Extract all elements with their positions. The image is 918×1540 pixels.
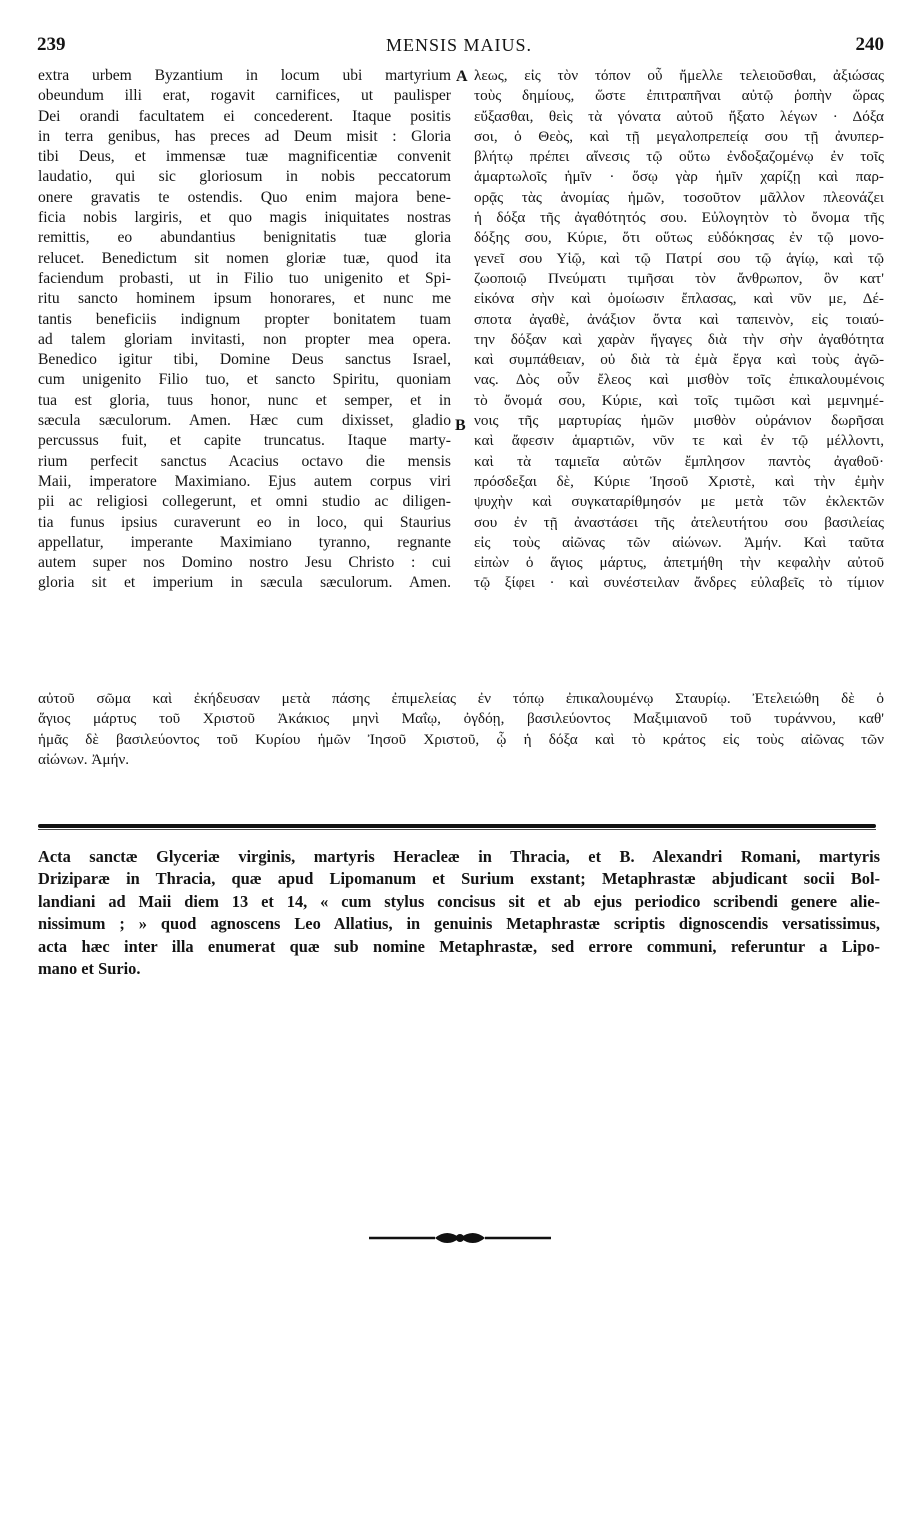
greek-text-line: σου ἐν τῇ ἀναστάσει τῆς ἀτελευτήτου σου βασιλείας [474,513,884,531]
end-ornament [365,1226,555,1250]
greek-text-line: καὶ τὰ ταμιεῖα αὐτῶν ἔμπλησον παντὸς ἀγαθοῦ· [474,452,884,470]
running-title: MENSIS MAIUS. [385,35,533,55]
latin-text-line: pii ac religiosi collegerunt, et omni studio ac diligen- [38,493,451,511]
latin-text-line: tua est gloria, tuus honor, nunc et semper, et in [38,391,451,409]
latin-text-line: Benedico igitur tibi, Domine Deus sanctus Israel, [38,351,451,369]
right-page-number: 240 [855,34,884,55]
latin-text-line: extra urbem Byzantium in locum ubi martyrium [38,67,451,84]
greek-column [474,66,884,594]
section-divider-hairline [38,829,876,830]
note-text-line: nissimum ; » quod agnoscens Leo Allatius, in genuinis Metaphrastæ scriptis dignoscendis versatissimus, [38,914,880,934]
latin-text-line: rium perfecit sanctus Acacius octavo die mensis [38,452,451,470]
greek-text-line: τῷ ξίφει · καὶ συνέστειλαν ἄνδρες εὐλαβεῖς τὸ τίμιον [474,574,884,592]
greek-fullwidth-line: ἅγιος μάρτυς τοῦ Χριστοῦ Ἀκάκιος μηνὶ Μαΐῳ, ὀγδόῃ, βασιλεύοντος Μαξιμιανοῦ τοῦ τυράννου, καθ' [38,710,884,728]
greek-text-line: εὔξασθαι, θεὶς τὰ γόνατα αὐτοῦ ἤξατο λέγων · Δόξα [474,107,884,125]
note-text-line: landiani ad Maii diem 13 et 14, « cum stylus concisus sit et ab ejus periodico scribendi genere alie- [38,891,880,911]
latin-text-line: ritu sancto hominem ipsum honorares, et nunc me [38,290,451,308]
section-marker-a: A [456,68,468,85]
note-text-line: acta hæc inter illa enumerat quæ sub nomine Metaphrastæ, sed errore communi, referuntur a Lipo- [38,936,880,956]
note-text-line: Acta sanctæ Glyceriæ virginis, martyris Heracleæ in Thracia, et B. Alexandri Romani, martyris [38,847,880,866]
greek-text-line: σποτα ἀγαθὲ, ἀνάξιον ὄντα καὶ ταπεινὸν, εἰς τοιαύ- [474,310,884,328]
greek-text-line: καὶ ἄφεσιν ἁμαρτιῶν, νῦν τε καὶ ἐν τῷ μέλλοντι, [474,432,884,450]
latin-text-line: autem super nos Domino nostro Jesu Christo : cui [38,554,451,572]
greek-text-line: σοι, ὁ Θεὸς, καὶ τῇ μεγαλοπρεπείᾳ σου τῇ ἀνυπερ- [474,127,884,145]
latin-text-line: gloria sit et imperium in sæcula sæculorum. Amen. [38,574,451,592]
latin-text-line: faciendum probasti, ut in Filio tuo unigenito et Spi- [38,269,451,287]
latin-text-line: remittis, eo abundantius benignitatis tuæ gloria [38,229,451,247]
latin-text-line: Maii, imperatore Maximiano. Ejus autem corpus viri [38,472,451,490]
greek-text-line: νας. Δὸς οὖν ἔλεος καὶ μισθὸν τοῖς ἐπικαλουμένοις [474,371,884,389]
greek-text-line: πρόσδεξαι δὲ, Κύριε Ἰησοῦ Χριστὲ, καὶ τὴν ἐμὴν [474,472,884,490]
latin-text-line: ad talem gloriam invitasti, non propter mea opera. [38,330,451,348]
greek-text-line: γενεῖ σου Υἱῷ, καὶ τῷ Πατρί σου τῷ ἁγίῳ, καὶ τῷ [474,249,884,267]
greek-text-line: λεως, εἰς τὸν τόπον οὗ ἤμελλε τελειοῦσθαι, ἀξιώσας [474,67,884,84]
latin-text-line: ficia nobis largiris, et quo magis iniquitates nostras [38,209,451,227]
editorial-note [38,846,880,980]
latin-text-line: in terra genibus, has preces ad Deum misit : Gloria [38,127,451,145]
latin-text-line: Dei orandi facultatem ei concederent. Itaque positis [38,107,451,125]
latin-text-line: percussus fuit, et capite truncatus. Itaque marty- [38,432,451,450]
greek-fullwidth-line: αἰώνων. Ἀμήν. [38,750,130,768]
greek-text-line: νοις τῆς μαρτυρίας ἡμῶν μισθὸν οὐράνιον δωρῆσαι [474,412,884,430]
left-page-number: 239 [37,34,66,55]
latin-text-line: relucet. Benedictum sit nomen gloriæ tuæ, quod ita [38,249,451,267]
greek-text-line: τὸ ὄνομά σου, Κύριε, καὶ τοῖς τιμῶσι καὶ μεμνημέ- [474,391,884,409]
latin-text-line: tia funus ipsius curaverunt eo in loco, qui Staurius [38,513,451,531]
note-text-line: Driziparæ in Thracia, quæ apud Lipomanum et Surium exstant; Metaphrastæ abjudicant socii Bol- [38,869,880,889]
latin-text-line: sæcula sæculorum. Amen. Hæc cum dixisset, gladio [38,412,451,430]
latin-text-line: tantis beneficiis indignum propter bonitatem tuam [38,310,451,328]
greek-fullwidth-line: ἡμᾶς δὲ βασιλεύοντος τοῦ Κυρίου ἡμῶν Ἰησοῦ Χριστοῦ, ᾧ ἡ δόξα καὶ τὸ κράτος εἰς τοὺς αἰῶνας τῶν [38,730,884,748]
greek-text-line: δόξης σου, Κύριε, ὅτι οὕτως εὐδόκησας ἐν τῷ μονο- [474,229,884,247]
greek-text-line: ἁμαρτωλοῖς ἡμῖν · ὅσῳ γὰρ ἡμῖν χαρίζῃ καὶ παρ- [474,168,884,186]
section-divider-rule [38,824,876,828]
greek-text-line: την δόξαν καὶ χαρὰν ἤγαγες διὰ τὴν σὴν ἀγαθότητα [474,330,884,348]
latin-text-line: cum unigenito Filio tuo, et sancto Spiritu, quoniam [38,371,451,389]
greek-text-line: ψυχὴν καὶ συγκαταρίθμησόν με μετὰ τῶν ἐκλεκτῶν [474,493,884,511]
note-text-line: mano et Surio. [38,958,141,978]
greek-text-line: καὶ συμπάθειαν, οὐ διὰ τὰ ἐμὰ ἔργα καὶ τοὺς ἀγῶ- [474,351,884,369]
latin-text-line: tibi Deus, et immensæ tuæ magnificentiæ convenit [38,148,451,166]
section-marker-b: B [455,417,466,434]
greek-text-line: ἡ δόξα τῆς ἀγαθότητός σου. Εὐλογητὸν τὸ ὄνομα τῆς [474,209,884,227]
page-header [0,34,918,58]
latin-text-line: laudatio, qui sic gloriosum in nobis peccatorum [38,168,451,186]
greek-text-line: βλήτῳ πρέπει αἴνεσις τῷ οὕτω ἐνδοξαζομένῳ ἐν τοῖς [474,148,884,166]
greek-text-line: ζωοποιῷ Πνεύματι τιμῆσαι τὸν ἄνθρωπον, ὃν κατ' [474,269,884,287]
greek-text-line: τοὺς δημίους, ὥστε ἐπιτραπῆναι αὐτῷ ῥοπὴν ὥρας [474,87,884,105]
greek-text-line: εἰπὼν ὁ ἅγιος μάρτυς, ἀπετμήθη τὴν κεφαλὴν αὐτοῦ [474,554,884,572]
greek-text-line: εἰκόνα σὴν καὶ ὁμοίωσιν ἔπλασας, καὶ νῦν με, Δέ- [474,290,884,308]
greek-fullwidth-line: αὐτοῦ σῶμα καὶ ἐκήδευσαν μετὰ πάσης ἐπιμελείας ἐν τόπῳ ἐπικαλουμένῳ Σταυρίῳ. Ἐτελειώθη δὲ ὁ [38,690,884,707]
latin-text-line: onere gravatis te ostendis. Quo enim majora bene- [38,188,451,206]
greek-text-line: εἰς τοὺς αἰῶνας τῶν αἰώνων. Ἀμήν. Καὶ ταῦτα [474,533,884,551]
latin-column [38,66,451,594]
greek-text-line: ορᾷς τὰς ἀνομίας ἡμῶν, τοσοῦτον μᾶλλον πλεονάζει [474,188,884,206]
latin-text-line: obeundum illi erat, rogavit carnifices, ut paulisper [38,87,451,105]
greek-continuation [38,689,884,770]
latin-text-line: appellatur, imperante Maximiano tyranno, regnante [38,533,451,551]
